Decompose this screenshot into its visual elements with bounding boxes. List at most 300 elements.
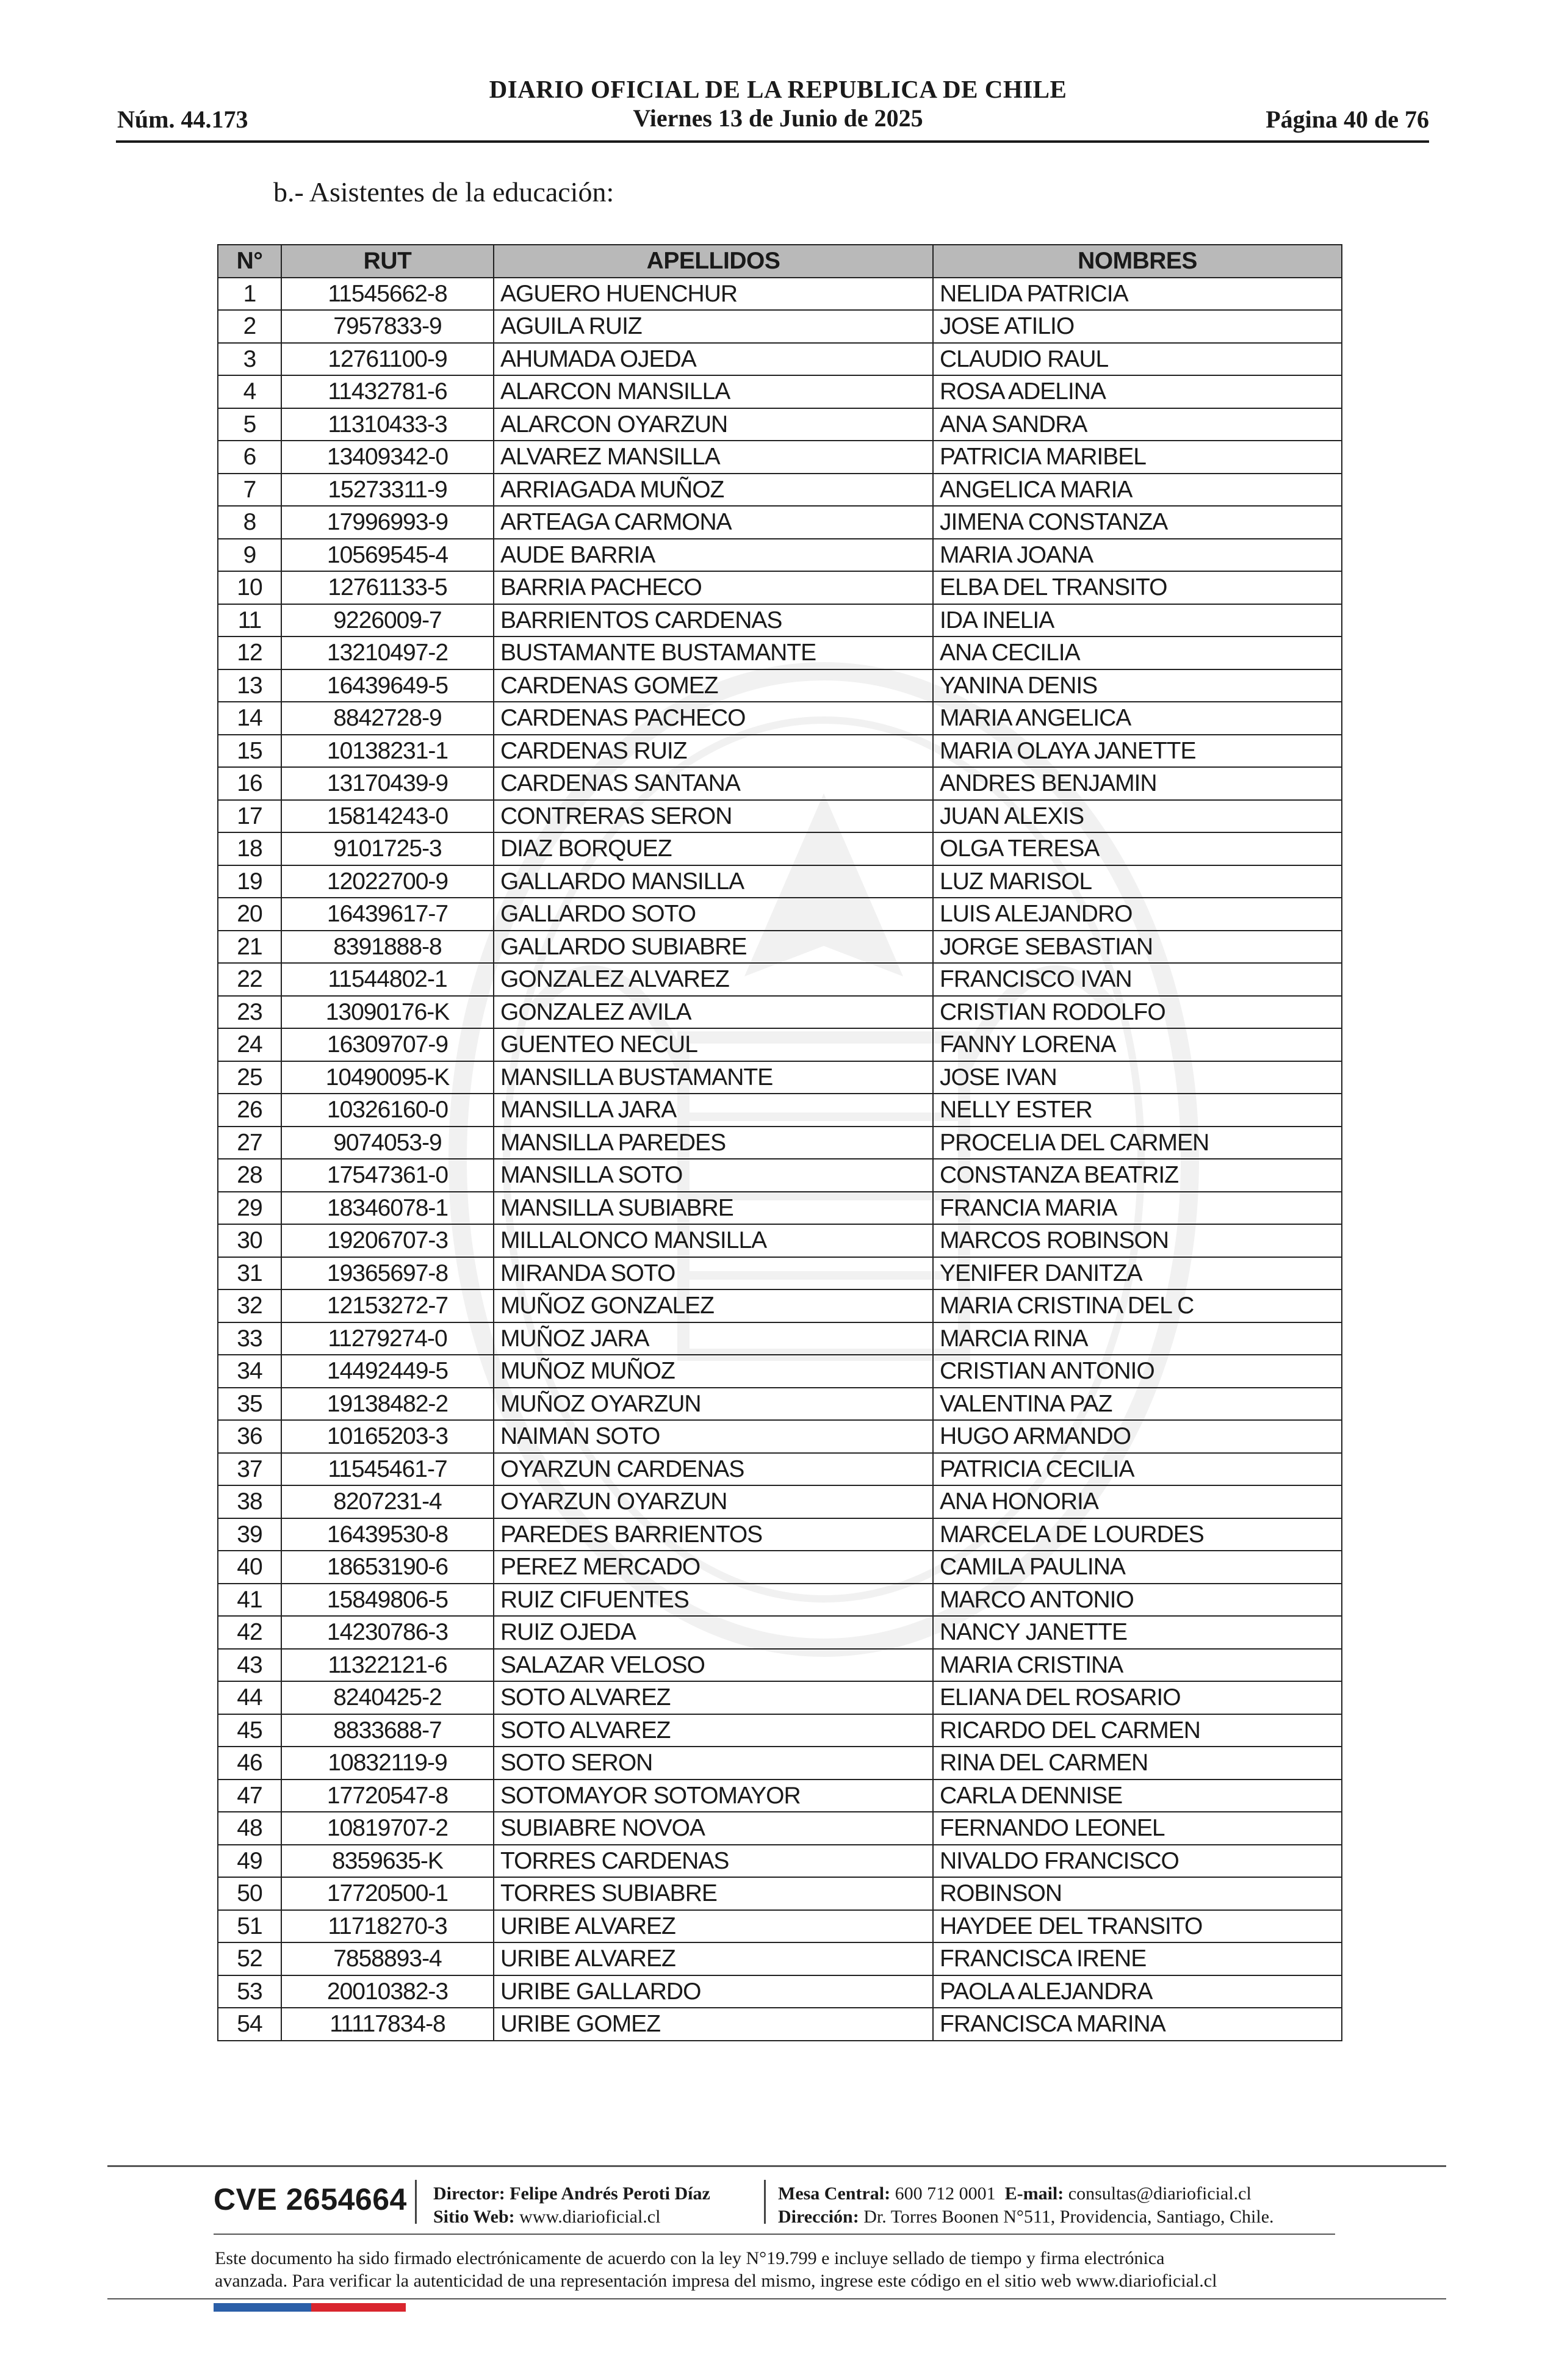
- cell-rut: 8359635-K: [281, 1845, 494, 1878]
- cell-rut: 19138482-2: [281, 1388, 494, 1421]
- table-row: [218, 1028, 1342, 1061]
- address-label: Dirección:: [778, 2207, 859, 2227]
- table-row: [218, 604, 1342, 637]
- cell-names: MARCO ANTONIO: [933, 1584, 1342, 1617]
- table-row: [218, 1322, 1342, 1355]
- table-row: [218, 1453, 1342, 1486]
- cell-names: MARIA JOANA: [933, 539, 1342, 572]
- cell-number: 35: [218, 1388, 281, 1421]
- cell-names: NIVALDO FRANCISCO: [933, 1845, 1342, 1878]
- cell-number: 45: [218, 1714, 281, 1747]
- cell-rut: 10490095-K: [281, 1061, 494, 1094]
- cell-rut: 13409342-0: [281, 441, 494, 474]
- cell-rut: 13090176-K: [281, 996, 494, 1029]
- cell-number: 1: [218, 278, 281, 311]
- cell-surnames: MUÑOZ MUÑOZ: [494, 1355, 933, 1388]
- cell-number: 6: [218, 441, 281, 474]
- cell-number: 26: [218, 1094, 281, 1127]
- cell-number: 2: [218, 310, 281, 343]
- table-row: [218, 832, 1342, 865]
- cell-names: YENIFER DANITZA: [933, 1257, 1342, 1290]
- cell-surnames: CARDENAS GOMEZ: [494, 669, 933, 702]
- cell-names: CRISTIAN RODOLFO: [933, 996, 1342, 1029]
- table-row: [218, 1910, 1342, 1943]
- cell-names: FANNY LORENA: [933, 1028, 1342, 1061]
- cell-surnames: GALLARDO SUBIABRE: [494, 931, 933, 964]
- cell-rut: 11545461-7: [281, 1453, 494, 1486]
- cell-surnames: PEREZ MERCADO: [494, 1551, 933, 1584]
- cell-names: FRANCISCA MARINA: [933, 2008, 1342, 2041]
- cell-number: 20: [218, 898, 281, 931]
- cell-rut: 12761133-5: [281, 571, 494, 604]
- cell-number: 7: [218, 474, 281, 507]
- cell-names: ANA SANDRA: [933, 408, 1342, 441]
- table-row: [218, 963, 1342, 996]
- table-row: [218, 1780, 1342, 1812]
- cell-number: 31: [218, 1257, 281, 1290]
- cell-rut: 15814243-0: [281, 800, 494, 833]
- cell-number: 19: [218, 865, 281, 898]
- cell-surnames: BARRIA PACHECO: [494, 571, 933, 604]
- issue-number: Núm. 44.173: [117, 106, 248, 133]
- table-row: [218, 571, 1342, 604]
- cell-surnames: SOTO ALVAREZ: [494, 1681, 933, 1714]
- cell-surnames: GONZALEZ ALVAREZ: [494, 963, 933, 996]
- cell-number: 3: [218, 343, 281, 376]
- cell-number: 52: [218, 1942, 281, 1975]
- cell-rut: 8833688-7: [281, 1714, 494, 1747]
- cell-rut: 16439617-7: [281, 898, 494, 931]
- cell-rut: 11432781-6: [281, 375, 494, 408]
- cell-number: 32: [218, 1289, 281, 1322]
- website-label: Sitio Web:: [433, 2207, 515, 2227]
- cell-names: LUIS ALEJANDRO: [933, 898, 1342, 931]
- cell-rut: 13210497-2: [281, 636, 494, 669]
- cell-number: 37: [218, 1453, 281, 1486]
- table-row: [218, 1094, 1342, 1127]
- cell-names: PATRICIA MARIBEL: [933, 441, 1342, 474]
- cell-number: 48: [218, 1812, 281, 1845]
- cell-number: 5: [218, 408, 281, 441]
- cell-names: OLGA TERESA: [933, 832, 1342, 865]
- flag-stripe-red: [311, 2303, 406, 2312]
- cell-rut: 10569545-4: [281, 539, 494, 572]
- cell-surnames: MUÑOZ GONZALEZ: [494, 1289, 933, 1322]
- cell-rut: 8842728-9: [281, 702, 494, 735]
- cell-names: RINA DEL CARMEN: [933, 1747, 1342, 1780]
- cell-rut: 9226009-7: [281, 604, 494, 637]
- cell-rut: 8240425-2: [281, 1681, 494, 1714]
- table-row: [218, 1159, 1342, 1192]
- cell-number: 24: [218, 1028, 281, 1061]
- cell-surnames: AGUILA RUIZ: [494, 310, 933, 343]
- website-link[interactable]: www.diarioficial.cl: [519, 2207, 661, 2227]
- cell-rut: 17720500-1: [281, 1877, 494, 1910]
- cell-names: JIMENA CONSTANZA: [933, 506, 1342, 539]
- cell-surnames: SUBIABRE NOVOA: [494, 1812, 933, 1845]
- table-body: [218, 278, 1342, 2041]
- cell-surnames: MANSILLA SOTO: [494, 1159, 933, 1192]
- flag-stripe-blue: [214, 2303, 311, 2312]
- table-row: [218, 1355, 1342, 1388]
- table-header-row: [218, 245, 1342, 278]
- cell-names: CARLA DENNISE: [933, 1780, 1342, 1812]
- cell-number: 53: [218, 1975, 281, 2008]
- table-row: [218, 1289, 1342, 1322]
- cell-names: ANA CECILIA: [933, 636, 1342, 669]
- cell-names: NANCY JANETTE: [933, 1616, 1342, 1649]
- cell-rut: 11544802-1: [281, 963, 494, 996]
- cell-surnames: OYARZUN OYARZUN: [494, 1485, 933, 1518]
- cell-surnames: RUIZ OJEDA: [494, 1616, 933, 1649]
- cell-names: ROSA ADELINA: [933, 375, 1342, 408]
- cell-names: MARCOS ROBINSON: [933, 1224, 1342, 1257]
- cell-rut: 16439530-8: [281, 1518, 494, 1551]
- cell-rut: 11322121-6: [281, 1649, 494, 1682]
- cell-rut: 17996993-9: [281, 506, 494, 539]
- cell-number: 14: [218, 702, 281, 735]
- cell-surnames: BUSTAMANTE BUSTAMANTE: [494, 636, 933, 669]
- cell-surnames: MANSILLA SUBIABRE: [494, 1192, 933, 1225]
- cell-names: ELIANA DEL ROSARIO: [933, 1681, 1342, 1714]
- cell-surnames: AHUMADA OJEDA: [494, 343, 933, 376]
- cell-rut: 9101725-3: [281, 832, 494, 865]
- cell-surnames: URIBE ALVAREZ: [494, 1910, 933, 1943]
- cell-surnames: RUIZ CIFUENTES: [494, 1584, 933, 1617]
- cell-number: 36: [218, 1420, 281, 1453]
- table-row: [218, 996, 1342, 1029]
- cell-surnames: MANSILLA BUSTAMANTE: [494, 1061, 933, 1094]
- cell-number: 42: [218, 1616, 281, 1649]
- table-row: [218, 1127, 1342, 1159]
- cell-surnames: GUENTEO NECUL: [494, 1028, 933, 1061]
- cell-number: 47: [218, 1780, 281, 1812]
- table-row: [218, 1616, 1342, 1649]
- cell-names: PAOLA ALEJANDRA: [933, 1975, 1342, 2008]
- legal-notice: [215, 2247, 1350, 2292]
- table-row: [218, 1257, 1342, 1290]
- table-row: [218, 441, 1342, 474]
- table-row: [218, 408, 1342, 441]
- table-row: [218, 800, 1342, 833]
- table-row: [218, 669, 1342, 702]
- cell-number: 4: [218, 375, 281, 408]
- cell-surnames: NAIMAN SOTO: [494, 1420, 933, 1453]
- column-header-rut: RUT: [281, 245, 494, 278]
- cell-number: 27: [218, 1127, 281, 1159]
- cell-surnames: GALLARDO SOTO: [494, 898, 933, 931]
- cell-number: 43: [218, 1649, 281, 1682]
- cell-surnames: AUDE BARRIA: [494, 539, 933, 572]
- cell-names: FRANCIA MARIA: [933, 1192, 1342, 1225]
- column-header-number: N°: [218, 245, 281, 278]
- cell-surnames: GALLARDO MANSILLA: [494, 865, 933, 898]
- email-label: E-mail:: [1004, 2183, 1064, 2204]
- cell-number: 33: [218, 1322, 281, 1355]
- cell-rut: 7858893-4: [281, 1942, 494, 1975]
- cell-names: PATRICIA CECILIA: [933, 1453, 1342, 1486]
- cell-number: 38: [218, 1485, 281, 1518]
- cell-surnames: ARRIAGADA MUÑOZ: [494, 474, 933, 507]
- cell-rut: 10138231-1: [281, 735, 494, 768]
- cell-number: 16: [218, 767, 281, 800]
- cell-rut: 8207231-4: [281, 1485, 494, 1518]
- table-row: [218, 865, 1342, 898]
- cell-number: 13: [218, 669, 281, 702]
- cell-rut: 11545662-8: [281, 278, 494, 311]
- table-row: [218, 1714, 1342, 1747]
- cell-surnames: ALVAREZ MANSILLA: [494, 441, 933, 474]
- table-row: [218, 1975, 1342, 2008]
- cell-names: PROCELIA DEL CARMEN: [933, 1127, 1342, 1159]
- footer-divider-middle: [214, 2234, 1335, 2235]
- table-row: [218, 1192, 1342, 1225]
- cell-number: 18: [218, 832, 281, 865]
- director-label: Director:: [433, 2183, 505, 2204]
- cell-names: JUAN ALEXIS: [933, 800, 1342, 833]
- cell-names: VALENTINA PAZ: [933, 1388, 1342, 1421]
- cell-names: JORGE SEBASTIAN: [933, 931, 1342, 964]
- cell-names: JOSE IVAN: [933, 1061, 1342, 1094]
- table-row: [218, 375, 1342, 408]
- cell-number: 10: [218, 571, 281, 604]
- table-row: [218, 343, 1342, 376]
- cell-rut: 16309707-9: [281, 1028, 494, 1061]
- cell-number: 44: [218, 1681, 281, 1714]
- cell-rut: 17547361-0: [281, 1159, 494, 1192]
- table-row: [218, 1747, 1342, 1780]
- table-row: [218, 1224, 1342, 1257]
- cell-number: 39: [218, 1518, 281, 1551]
- cell-number: 30: [218, 1224, 281, 1257]
- table-row: [218, 474, 1342, 507]
- address-value: Dr. Torres Boonen N°511, Providencia, Santiago, Chile.: [863, 2207, 1274, 2227]
- cell-names: HAYDEE DEL TRANSITO: [933, 1910, 1342, 1943]
- cell-surnames: MANSILLA JARA: [494, 1094, 933, 1127]
- page-number: Página 40 de 76: [1266, 106, 1429, 133]
- cell-surnames: MUÑOZ JARA: [494, 1322, 933, 1355]
- footer-divider-top: [107, 2165, 1446, 2167]
- phone-value: 600 712 0001: [895, 2183, 996, 2204]
- cell-number: 28: [218, 1159, 281, 1192]
- cell-surnames: OYARZUN CARDENAS: [494, 1453, 933, 1486]
- cell-rut: 17720547-8: [281, 1780, 494, 1812]
- cell-number: 46: [218, 1747, 281, 1780]
- table-row: [218, 1877, 1342, 1910]
- cell-names: ROBINSON: [933, 1877, 1342, 1910]
- table-row: [218, 1584, 1342, 1617]
- cell-number: 50: [218, 1877, 281, 1910]
- table-row: [218, 1518, 1342, 1551]
- cell-names: ANDRES BENJAMIN: [933, 767, 1342, 800]
- cell-surnames: CARDENAS SANTANA: [494, 767, 933, 800]
- cell-names: NELIDA PATRICIA: [933, 278, 1342, 311]
- cell-names: ANA HONORIA: [933, 1485, 1342, 1518]
- cell-names: FERNANDO LEONEL: [933, 1812, 1342, 1845]
- cell-names: IDA INELIA: [933, 604, 1342, 637]
- cell-number: 21: [218, 931, 281, 964]
- cell-rut: 19365697-8: [281, 1257, 494, 1290]
- cell-names: FRANCISCA IRENE: [933, 1942, 1342, 1975]
- cell-rut: 11718270-3: [281, 1910, 494, 1943]
- table-row: [218, 931, 1342, 964]
- cell-number: 41: [218, 1584, 281, 1617]
- cell-rut: 15273311-9: [281, 474, 494, 507]
- phone-label: Mesa Central:: [778, 2183, 891, 2204]
- cell-rut: 10326160-0: [281, 1094, 494, 1127]
- cell-number: 22: [218, 963, 281, 996]
- cell-surnames: TORRES SUBIABRE: [494, 1877, 933, 1910]
- cell-surnames: URIBE ALVAREZ: [494, 1942, 933, 1975]
- cell-number: 54: [218, 2008, 281, 2041]
- cell-rut: 20010382-3: [281, 1975, 494, 2008]
- cell-rut: 12022700-9: [281, 865, 494, 898]
- cell-rut: 15849806-5: [281, 1584, 494, 1617]
- cell-rut: 19206707-3: [281, 1224, 494, 1257]
- table-row: [218, 1845, 1342, 1878]
- cell-names: HUGO ARMANDO: [933, 1420, 1342, 1453]
- cell-surnames: URIBE GALLARDO: [494, 1975, 933, 2008]
- publication-date: Viernes 13 de Junio de 2025: [633, 104, 923, 132]
- footer-divider-bottom: [107, 2298, 1446, 2299]
- cell-rut: 12153272-7: [281, 1289, 494, 1322]
- section-title: b.- Asistentes de la educación:: [273, 176, 614, 207]
- column-header-surnames: APELLIDOS: [494, 245, 933, 278]
- footer-separator: [415, 2180, 417, 2224]
- cell-rut: 8391888-8: [281, 931, 494, 964]
- cell-surnames: ARTEAGA CARMONA: [494, 506, 933, 539]
- table-row: [218, 898, 1342, 931]
- table-row: [218, 1388, 1342, 1421]
- cell-surnames: ALARCON OYARZUN: [494, 408, 933, 441]
- cell-names: NELLY ESTER: [933, 1094, 1342, 1127]
- cell-surnames: MUÑOZ OYARZUN: [494, 1388, 933, 1421]
- cell-surnames: CARDENAS PACHECO: [494, 702, 933, 735]
- cell-number: 40: [218, 1551, 281, 1584]
- cell-number: 8: [218, 506, 281, 539]
- cell-rut: 10165203-3: [281, 1420, 494, 1453]
- cell-surnames: MANSILLA PAREDES: [494, 1127, 933, 1159]
- cell-surnames: SOTO SERON: [494, 1747, 933, 1780]
- cell-number: 49: [218, 1845, 281, 1878]
- legal-line: avanzada. Para verificar la autenticidad de una representación impresa del mismo, ingrese este código en el sitio web www.diarioficial.cl: [215, 2271, 1217, 2291]
- table-row: [218, 1942, 1342, 1975]
- cell-rut: 14492449-5: [281, 1355, 494, 1388]
- cell-names: MARCELA DE LOURDES: [933, 1518, 1342, 1551]
- cell-rut: 12761100-9: [281, 343, 494, 376]
- director-name: Felipe Andrés Peroti Díaz: [510, 2183, 710, 2204]
- cell-number: 15: [218, 735, 281, 768]
- cell-rut: 10819707-2: [281, 1812, 494, 1845]
- publication-title: DIARIO OFICIAL DE LA REPUBLICA DE CHILE: [489, 75, 1067, 103]
- cell-names: LUZ MARISOL: [933, 865, 1342, 898]
- cell-surnames: AGUERO HUENCHUR: [494, 278, 933, 311]
- cell-names: CAMILA PAULINA: [933, 1551, 1342, 1584]
- email-link[interactable]: consultas@diarioficial.cl: [1068, 2183, 1252, 2204]
- cell-rut: 18346078-1: [281, 1192, 494, 1225]
- cell-rut: 16439649-5: [281, 669, 494, 702]
- table-row: [218, 506, 1342, 539]
- table-row: [218, 767, 1342, 800]
- cell-names: YANINA DENIS: [933, 669, 1342, 702]
- cell-names: RICARDO DEL CARMEN: [933, 1714, 1342, 1747]
- cell-surnames: GONZALEZ AVILA: [494, 996, 933, 1029]
- footer-director-block: [433, 2182, 710, 2229]
- cell-number: 51: [218, 1910, 281, 1943]
- cell-surnames: PAREDES BARRIENTOS: [494, 1518, 933, 1551]
- cell-number: 12: [218, 636, 281, 669]
- cell-rut: 10832119-9: [281, 1747, 494, 1780]
- table-row: [218, 636, 1342, 669]
- cell-surnames: URIBE GOMEZ: [494, 2008, 933, 2041]
- cell-surnames: DIAZ BORQUEZ: [494, 832, 933, 865]
- table-row: [218, 1681, 1342, 1714]
- cell-surnames: ALARCON MANSILLA: [494, 375, 933, 408]
- cell-surnames: SOTO ALVAREZ: [494, 1714, 933, 1747]
- cell-names: JOSE ATILIO: [933, 310, 1342, 343]
- cell-surnames: TORRES CARDENAS: [494, 1845, 933, 1878]
- cell-surnames: CARDENAS RUIZ: [494, 735, 933, 768]
- cell-rut: 11310433-3: [281, 408, 494, 441]
- cell-surnames: BARRIENTOS CARDENAS: [494, 604, 933, 637]
- table-row: [218, 2008, 1342, 2041]
- footer-contact-block: [778, 2182, 1274, 2229]
- table-row: [218, 1649, 1342, 1682]
- table-row: [218, 702, 1342, 735]
- cell-names: MARIA CRISTINA: [933, 1649, 1342, 1682]
- header-divider: [116, 140, 1429, 143]
- cell-names: ELBA DEL TRANSITO: [933, 571, 1342, 604]
- staff-table: [217, 244, 1342, 2041]
- cell-number: 29: [218, 1192, 281, 1225]
- table-row: [218, 1812, 1342, 1845]
- cell-names: MARIA ANGELICA: [933, 702, 1342, 735]
- cell-rut: 14230786-3: [281, 1616, 494, 1649]
- cell-number: 11: [218, 604, 281, 637]
- cell-names: MARCIA RINA: [933, 1322, 1342, 1355]
- table-row: [218, 1485, 1342, 1518]
- cell-rut: 11117834-8: [281, 2008, 494, 2041]
- cell-names: FRANCISCO IVAN: [933, 963, 1342, 996]
- cell-surnames: CONTRERAS SERON: [494, 800, 933, 833]
- cell-surnames: SOTOMAYOR SOTOMAYOR: [494, 1780, 933, 1812]
- cell-surnames: MIRANDA SOTO: [494, 1257, 933, 1290]
- table-row: [218, 1551, 1342, 1584]
- cell-names: CONSTANZA BEATRIZ: [933, 1159, 1342, 1192]
- cell-names: MARIA OLAYA JANETTE: [933, 735, 1342, 768]
- footer-separator: [764, 2180, 766, 2224]
- table-row: [218, 735, 1342, 768]
- cell-names: ANGELICA MARIA: [933, 474, 1342, 507]
- cell-number: 17: [218, 800, 281, 833]
- cve-code: CVE 2654664: [214, 2182, 407, 2216]
- table-row: [218, 1061, 1342, 1094]
- cell-rut: 18653190-6: [281, 1551, 494, 1584]
- cell-surnames: MILLALONCO MANSILLA: [494, 1224, 933, 1257]
- table-row: [218, 539, 1342, 572]
- cell-names: CRISTIAN ANTONIO: [933, 1355, 1342, 1388]
- cell-number: 23: [218, 996, 281, 1029]
- legal-line: Este documento ha sido firmado electrónicamente de acuerdo con la ley N°19.799 e incluye sellado de tiempo y firma electrónica: [215, 2248, 1165, 2268]
- cell-surnames: SALAZAR VELOSO: [494, 1649, 933, 1682]
- cell-rut: 13170439-9: [281, 767, 494, 800]
- cell-rut: 7957833-9: [281, 310, 494, 343]
- cell-names: MARIA CRISTINA DEL C: [933, 1289, 1342, 1322]
- column-header-names: NOMBRES: [933, 245, 1342, 278]
- cell-number: 25: [218, 1061, 281, 1094]
- table-row: [218, 1420, 1342, 1453]
- cell-rut: 9074053-9: [281, 1127, 494, 1159]
